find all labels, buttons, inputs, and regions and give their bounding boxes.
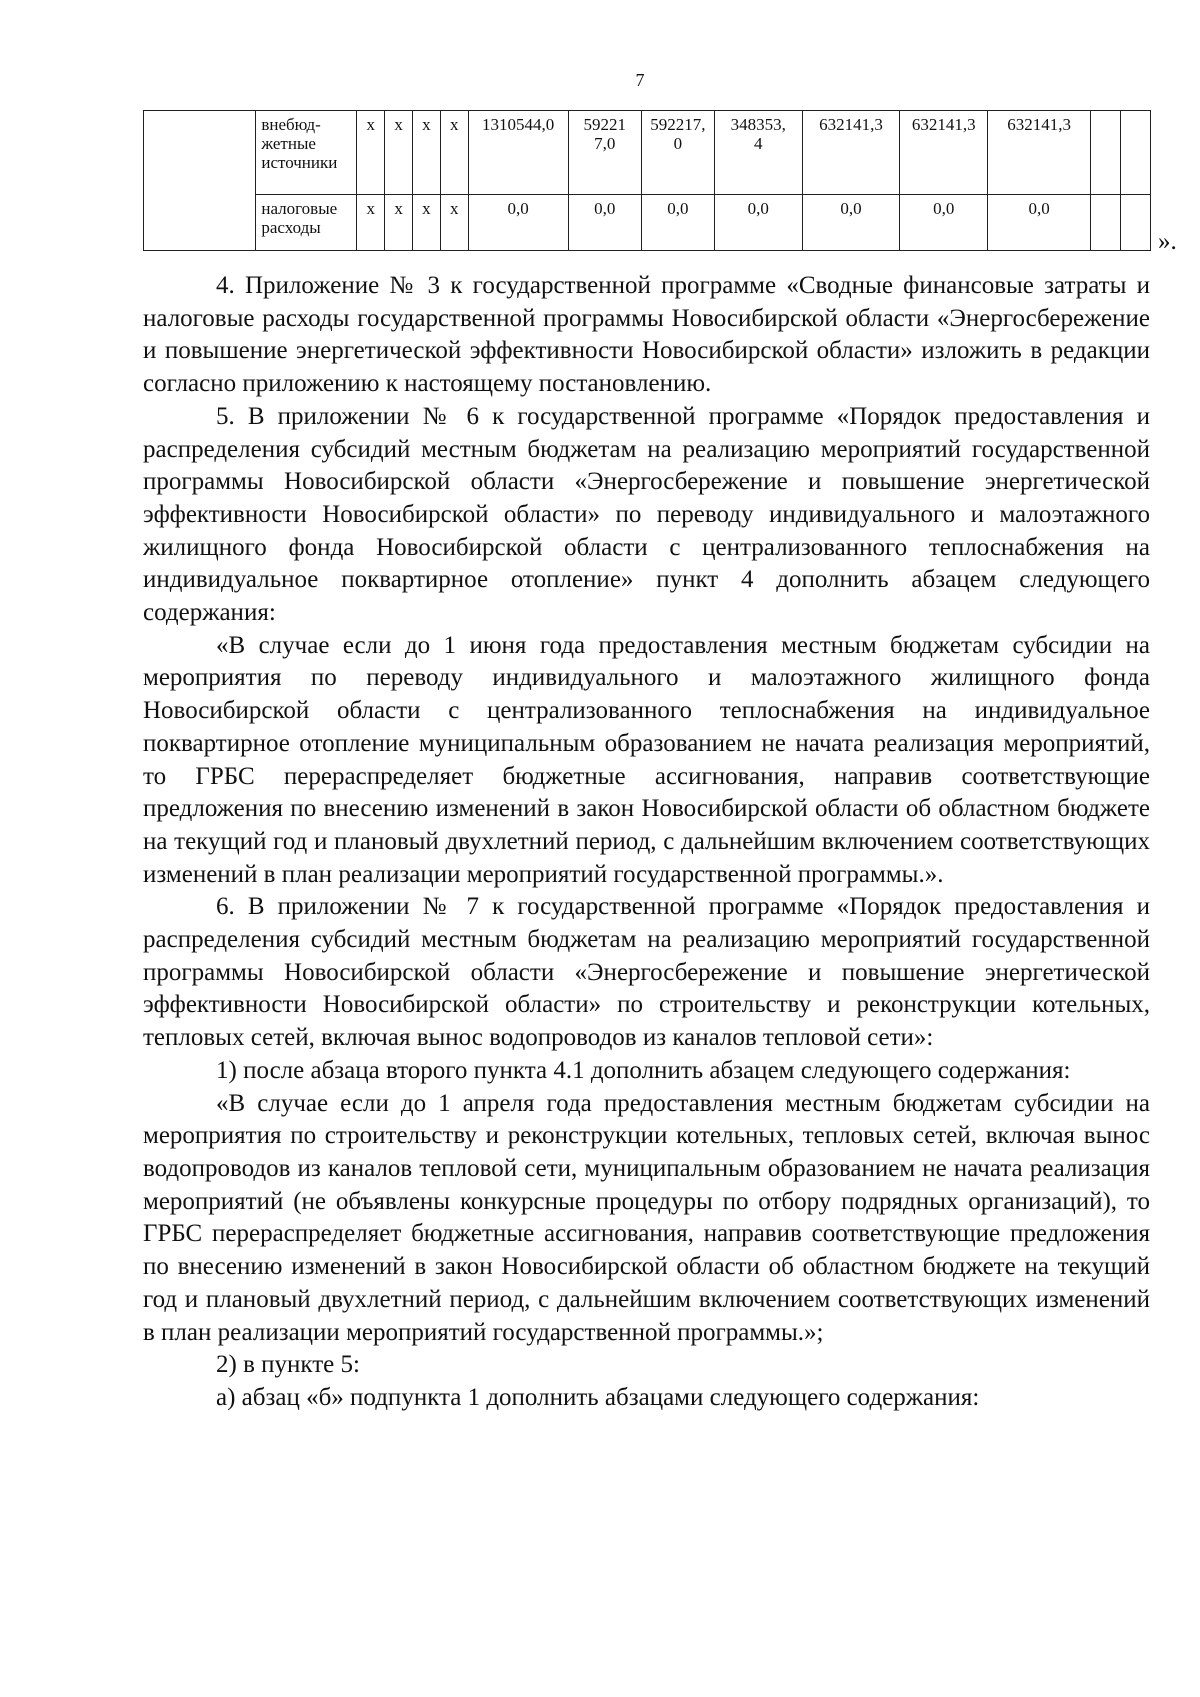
subparagraph-1: 1) после абзаца второго пункта 4.1 дополнить абзацем следующего содержания: — [216, 1056, 1071, 1084]
table-closing-quote: ». — [1158, 228, 1177, 255]
value-cell: 592217, 0 — [641, 111, 714, 195]
value-cell: 632141,3 — [802, 111, 900, 195]
quoted-paragraph: «В случае если до 1 апреля года предоставления местным бюджетам субсидии на мероприятия по строительству и реконструкции котельных, тепловых сетей, включая вынос водопроводов из каналов тепловой сети, муниципальным образованием не начата реализация мероприятий (не объявлены конкурсные процедуры по отбору подрядных организаций), то ГРБС перераспределяет бюджетные ассигнования, направив соответствующие предложения по внесению изменений в закон Новосибирской области об областном бюджете на текущий год и плановый двухлетний период, с дальнейшим включением соответствующих изменений в план реализации мероприятий государственной программы.»; — [143, 1089, 1150, 1346]
value-cell: 0,0 — [900, 195, 988, 251]
value-cell: 0,0 — [568, 195, 641, 251]
value-cell: 632141,3 — [900, 111, 988, 195]
mark-cell: х — [413, 111, 441, 195]
subparagraph-2: 2) в пункте 5: — [216, 1351, 360, 1379]
mark-cell: х — [440, 195, 468, 251]
mark-cell: х — [357, 111, 385, 195]
value-cell: 632141,3 — [988, 111, 1091, 195]
value-cell: 348353, 4 — [714, 111, 802, 195]
mark-cell: х — [385, 195, 413, 251]
value-cell: 0,0 — [641, 195, 714, 251]
funding-source-cell — [256, 111, 357, 195]
document-body — [143, 270, 1150, 1415]
value-cell: 0,0 — [714, 195, 802, 251]
mark-cell: х — [413, 195, 441, 251]
value-cell: 0,0 — [468, 195, 568, 251]
value-cell: 59221 7,0 — [568, 111, 641, 195]
value-cell: 0,0 — [802, 195, 900, 251]
table-row — [144, 111, 1151, 195]
extra-cell — [1091, 111, 1121, 195]
value-cell: 1310544,0 — [468, 111, 568, 195]
extra-cell — [1121, 195, 1151, 251]
mark-cell: х — [385, 111, 413, 195]
financing-table — [143, 110, 1151, 251]
funding-source-label: внебюд- жетные источники — [261, 115, 338, 172]
page-number: 7 — [635, 70, 645, 90]
value-cell: 0,0 — [988, 195, 1091, 251]
subparagraph-a: а) абзац «б» подпункта 1 дополнить абзацами следующего содержания: — [216, 1383, 980, 1411]
funding-source-cell — [256, 195, 357, 251]
extra-cell — [1091, 195, 1121, 251]
mark-cell: х — [440, 111, 468, 195]
table-row — [144, 195, 1151, 251]
mark-cell: х — [357, 195, 385, 251]
quoted-paragraph: «В случае если до 1 июня года предоставления местным бюджетам субсидии на мероприятия по переводу индивидуального и малоэтажного жилищного фонда Новосибирской области с централизованного теплоснабжения на индивидуальное поквартирное отопление муниципальным образованием не начата реализация мероприятий, то ГРБС перераспределяет бюджетные ассигнования, направив соответствующие предложения по внесению изменений в закон Новосибирской области об областном бюджете на текущий год и плановый двухлетний период, с дальнейшим включением соответствующих изменений в план реализации мероприятий государственной программы.». — [143, 631, 1150, 888]
empty-cell — [144, 111, 256, 251]
extra-cell — [1121, 111, 1151, 195]
paragraph-item-4: 4. Приложение № 3 к государственной программе «Сводные финансовые затраты и налоговые расходы государственной программы Новосибирской области «Энергосбережение и повышение энергетической эффективности Новосибирской области» изложить в редакции согласно приложению к настоящему постановлению. — [143, 272, 1150, 398]
paragraph-item-5: 5. В приложении № 6 к государственной программе «Порядок предоставления и распределения субсидий местным бюджетам на реализацию мероприятий государственной программы Новосибирской области «Энергосбережение и повышение энергетической эффективности Новосибирской области» по переводу индивидуального и малоэтажного жилищного фонда Новосибирской области с централизованного теплоснабжения на индивидуальное поквартирное отопление» пункт 4 дополнить абзацем следующего содержания: — [143, 402, 1150, 627]
funding-source-label: налоговые расходы — [261, 199, 338, 237]
paragraph-item-6: 6. В приложении № 7 к государственной программе «Порядок предоставления и распределения субсидий местным бюджетам на реализацию мероприятий государственной программы Новосибирской области «Энергосбережение и повышение энергетической эффективности Новосибирской области» по строительству и реконструкции котельных, тепловых сетей, включая вынос водопроводов из каналов тепловой сети»: — [143, 893, 1150, 1052]
